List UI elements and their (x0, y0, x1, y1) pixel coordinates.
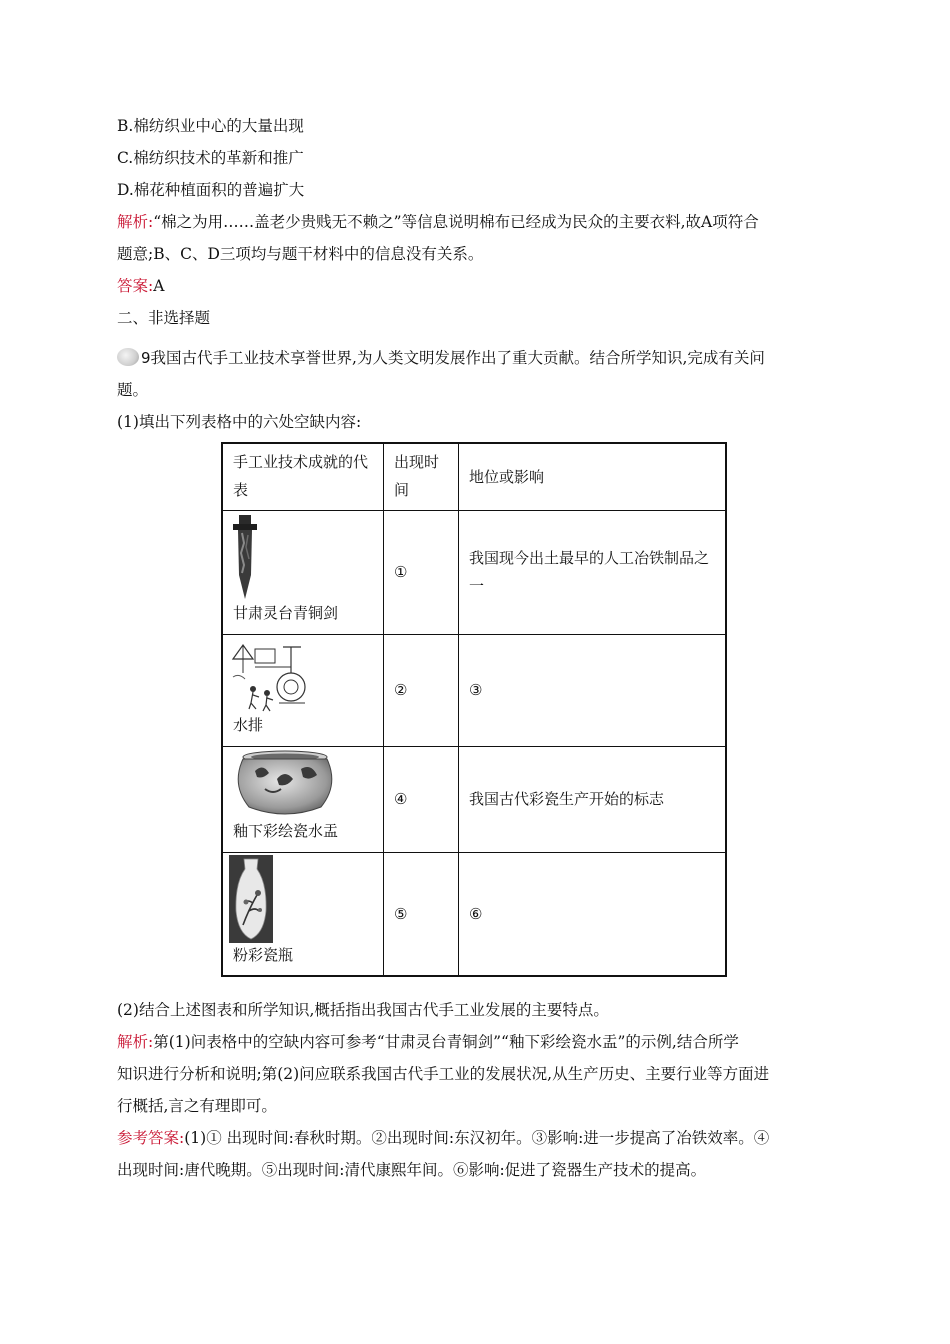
achievement-table (221, 442, 727, 977)
table-row (222, 510, 726, 634)
glazed-water-jar-image (229, 749, 341, 819)
row1-time: ① (394, 563, 408, 581)
question9-line1 (117, 346, 765, 370)
option-b: B.棉纺织业中心的大量出现 (117, 117, 304, 135)
reference-answer-label: 参考答案: (117, 1129, 185, 1147)
analysis1-text1: “棉之为用……盖老少贵贱无不赖之”等信息说明棉布已经成为民众的主要衣料,故A项符合 (153, 213, 759, 231)
question9-text1: 我国古代手工业技术享誉世界,为人类文明发展作出了重大贡献。结合所学知识,完成有关问 (150, 349, 765, 367)
option-c: C.棉纺织技术的革新和推广 (117, 149, 304, 167)
table-row (222, 634, 726, 746)
reference-answer-text1: (1)① 出现时间:春秋时期。②出现时间:东汉初年。③影响:进一步提高了冶铁效率。④ (184, 1129, 770, 1147)
row3-time: ④ (394, 790, 408, 808)
question-marker-icon (117, 348, 139, 366)
table-row (222, 852, 726, 976)
bronze-sword-image (229, 513, 261, 601)
question9-text2: 题。 (117, 381, 149, 399)
water-bellows-image (229, 637, 309, 713)
analysis1-line1 (117, 210, 759, 234)
answer1-value: A (153, 277, 165, 295)
header-impact: 地位或影响 (469, 467, 545, 486)
analysis2-text3: 行概括,言之有理即可。 (117, 1097, 277, 1115)
famille-rose-vase-image (229, 855, 273, 943)
table-header-row (222, 443, 726, 510)
option-d: D.棉花种植面积的普遍扩大 (117, 181, 305, 199)
analysis2-label: 解析: (117, 1033, 154, 1051)
header-representative: 手工业技术成就的代表 (233, 453, 369, 499)
row2-time: ② (394, 681, 408, 699)
analysis2-line1 (117, 1030, 739, 1054)
row4-time: ⑤ (394, 904, 408, 923)
reference-answer-text2: 出现时间:唐代晚期。⑤出现时间:清代康熙年间。⑥影响:促进了瓷器生产技术的提高。 (117, 1161, 707, 1179)
question-number: 9 (141, 349, 151, 367)
row2-name: 水排 (233, 715, 264, 734)
analysis1-label: 解析: (117, 213, 154, 231)
row1-name: 甘肃灵台青铜剑 (233, 603, 339, 622)
row2-impact: ③ (469, 681, 483, 699)
row3-impact: 我国古代彩瓷生产开始的标志 (469, 790, 665, 808)
answer1-label: 答案: (117, 277, 154, 295)
row4-impact: ⑥ (469, 904, 483, 923)
header-time: 出现时间 (394, 453, 440, 499)
table-row (222, 746, 726, 852)
section-title: 二、非选择题 (117, 309, 211, 327)
analysis2-text1: 第(1)问表格中的空缺内容可参考“甘肃灵台青铜剑”“釉下彩绘瓷水盂”的示例,结合所学 (153, 1033, 739, 1051)
row4-name: 粉彩瓷瓶 (233, 945, 294, 964)
analysis2-text2: 知识进行分析和说明;第(2)问应联系我国古代手工业的发展状况,从生产历史、主要行业等方面进 (117, 1065, 770, 1083)
answer1 (117, 274, 164, 298)
row3-name: 釉下彩绘瓷水盂 (233, 821, 339, 840)
analysis1-text2: 题意;B、C、D三项均与题干材料中的信息没有关系。 (117, 245, 484, 263)
reference-answer-line1 (117, 1126, 769, 1150)
question9-part2: (2)结合上述图表和所学知识,概括指出我国古代手工业发展的主要特点。 (117, 1001, 609, 1019)
row1-impact: 我国现今出土最早的人工冶铁制品之一 (469, 549, 710, 595)
question9-part1: (1)填出下列表格中的六处空缺内容: (117, 413, 362, 431)
